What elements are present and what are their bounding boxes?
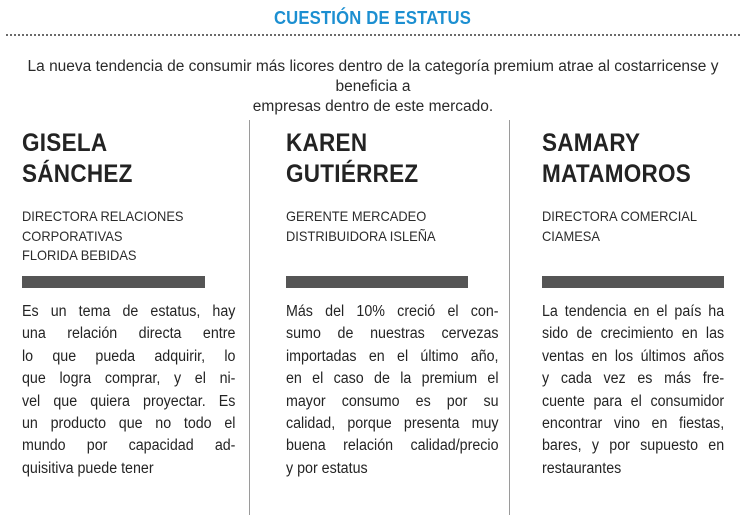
infographic-title: CUESTIÓN DE ESTATUS — [273, 7, 472, 28]
role-line: DIRECTORA COMERCIAL — [542, 208, 698, 224]
quote-line: sumo de nuestras cervezas — [286, 325, 499, 343]
person-role — [542, 207, 697, 246]
quote-line: Más del 10% creció el con- — [286, 303, 499, 320]
intro-line: empresas dentro de este mercado. — [252, 98, 494, 115]
intro-line: La nueva tendencia de consumir más licores dentro de la categoría premium atrae al costarricense y beneficia a — [27, 58, 719, 95]
quote-line: calidad, porque presenta muy — [286, 415, 499, 433]
quote-line: sido de crecimiento en las — [542, 325, 725, 343]
quote-line: que logra comprar, y el ni- — [22, 370, 236, 388]
quote-line: quisitiva puede tener — [22, 459, 154, 477]
profile-column-gutierrez — [286, 128, 449, 246]
role-line: FLORIDA BEBIDAS — [22, 247, 137, 263]
quote-line: ventas en los últimos años — [542, 347, 725, 365]
quote-line: en el caso de la premium el — [286, 370, 499, 388]
role-line: DISTRIBUIDORA ISLEÑA — [286, 227, 436, 244]
role-line: GERENTE MERCADEO — [286, 208, 427, 224]
name-line: GISELA — [22, 129, 108, 157]
quote-line: vel que quiera proyectar. Es — [22, 392, 236, 410]
quote-line: y por estatus — [286, 459, 368, 477]
role-line: CIAMESA — [542, 227, 600, 244]
quote-line: y cada vez es más fre- — [542, 370, 725, 388]
name-line: MATAMOROS — [542, 160, 692, 188]
column-divider — [509, 120, 510, 515]
person-name — [286, 128, 432, 190]
quote-text — [22, 301, 236, 480]
name-line: SÁNCHEZ — [22, 160, 133, 188]
intro-text — [8, 57, 738, 117]
quote-text — [542, 301, 724, 480]
person-name — [22, 128, 180, 190]
quote-line: encontrar vino en fiestas, — [542, 415, 725, 433]
separator-bar — [286, 276, 468, 288]
dotted-divider — [6, 34, 740, 36]
profile-column-matamoros — [542, 128, 711, 246]
separator-bar — [542, 276, 724, 288]
name-line: GUTIÉRREZ — [286, 160, 419, 188]
quote-line: restaurantes — [542, 459, 622, 477]
person-name — [542, 128, 694, 190]
person-role — [22, 207, 184, 266]
quote-line: La tendencia en el país ha — [542, 303, 725, 320]
quote-line: bares, y por supuesto en — [542, 437, 725, 455]
separator-bar — [22, 276, 205, 288]
quote-line: cuente para el consumidor — [542, 392, 725, 410]
quote-line: Es un tema de estatus, hay — [22, 303, 236, 320]
quote-line: un producto que no todo el — [22, 415, 236, 433]
quote-line: importadas en el último año, — [286, 347, 499, 365]
name-line: KAREN — [286, 129, 368, 157]
quote-line: mayor consumo es por su — [286, 392, 499, 410]
quote-line: buena relación calidad/precio — [286, 437, 499, 455]
column-divider — [249, 120, 250, 515]
name-line: SAMARY — [542, 129, 641, 157]
profile-column-sanchez — [22, 128, 198, 266]
person-role — [286, 207, 436, 246]
quote-line: mundo por capacidad ad- — [22, 437, 236, 455]
quote-line: una relación directa entre — [22, 325, 236, 343]
quote-line: lo que pueda adquirir, lo — [22, 347, 236, 365]
quote-text — [286, 301, 499, 480]
role-line: CORPORATIVAS — [22, 227, 123, 244]
role-line: DIRECTORA RELACIONES — [22, 208, 184, 224]
